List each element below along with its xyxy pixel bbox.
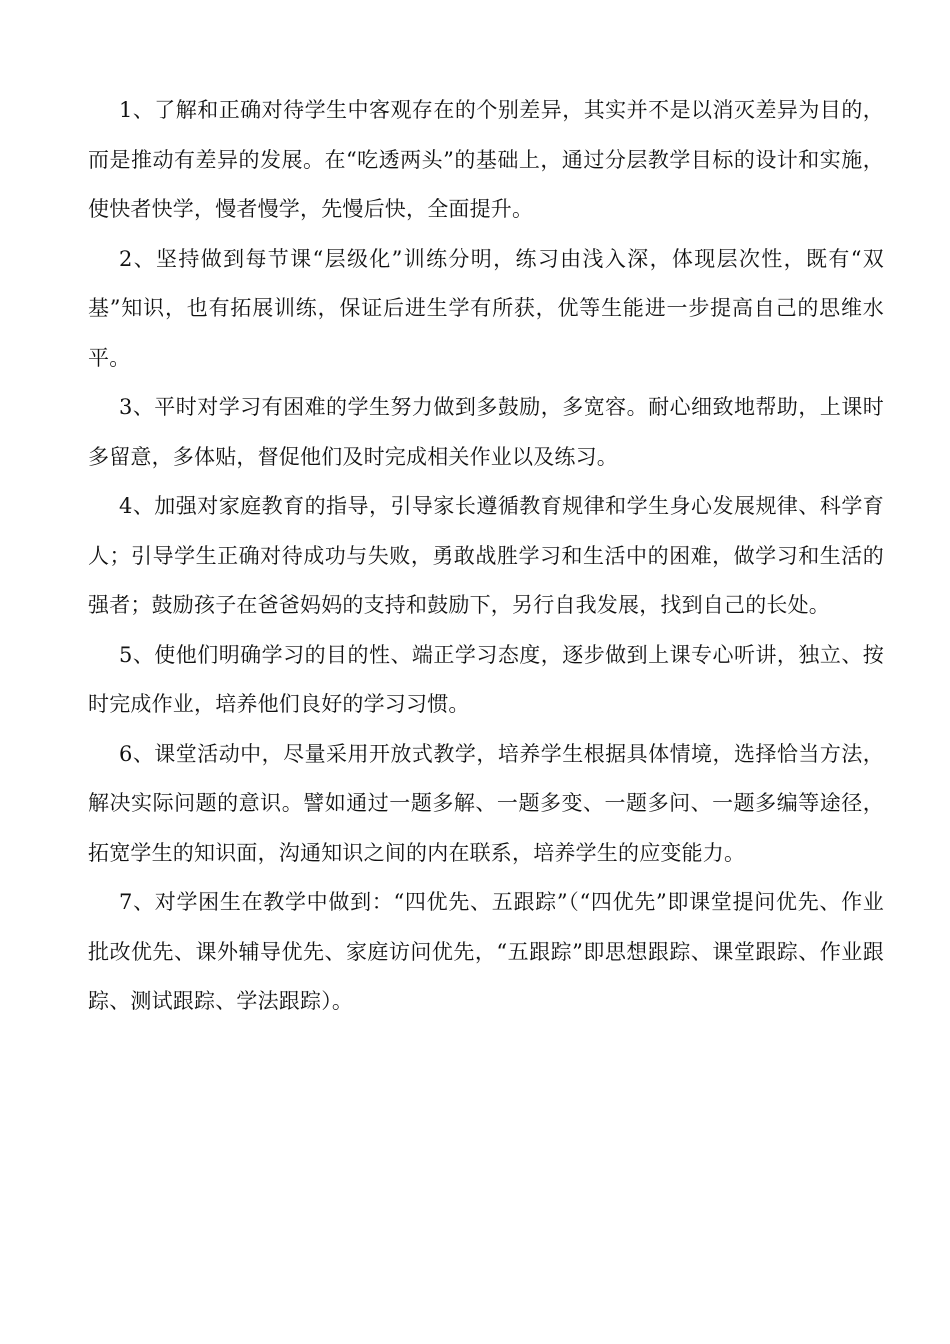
paragraph-3: 3、平时对学习有困难的学生努力做到多鼓励，多宽容。耐心细致地帮助，上课时多留意，多体贴，督促他们及时完成相关作业以及练习。 <box>88 395 884 469</box>
paragraph-1: 1、了解和正确对待学生中客观存在的个别差异，其实并不是以消灭差异为目的，而是推动有差异的发展。在“吃透两头”的基础上，通过分层教学目标的设计和实施，使快者快学，慢者慢学，先慢后快，全面提升。 <box>88 98 884 221</box>
paragraph-7: 7、对学困生在教学中做到：“四优先、五跟踪”（“四优先”即课堂提问优先、作业批改优先、课外辅导优先、家庭访问优先，“五跟踪”即思想跟踪、课堂跟踪、作业跟踪、测试跟踪、学法跟踪）。 <box>88 890 884 1013</box>
paragraph-5: 5、使他们明确学习的目的性、端正学习态度，逐步做到上课专心听讲，独立、按时完成作业，培养他们良好的学习习惯。 <box>88 642 884 716</box>
paragraph-6: 6、课堂活动中，尽量采用开放式教学，培养学生根据具体情境，选择恰当方法，解决实际问题的意识。譬如通过一题多解、一题多变、一题多问、一题多编等途径，拓宽学生的知识面，沟通知识之间的内在联系，培养学生的应变能力。 <box>88 741 884 865</box>
paragraph-4: 4、加强对家庭教育的指导，引导家长遵循教育规律和学生身心发展规律、科学育人；引导学生正确对待成功与失败，勇敢战胜学习和生活中的困难，做学习和生活的强者；鼓励孩子在爸爸妈妈的支持和鼓励下，另行自我发展，找到自己的长处。 <box>88 494 884 617</box>
document-body <box>88 86 884 1027</box>
paragraph-2: 2、坚持做到每节课“层级化”训练分明，练习由浅入深，体现层次性，既有“双基”知识，也有拓展训练，保证后进生学有所获，优等生能进一步提高自己的思维水平。 <box>88 246 884 370</box>
